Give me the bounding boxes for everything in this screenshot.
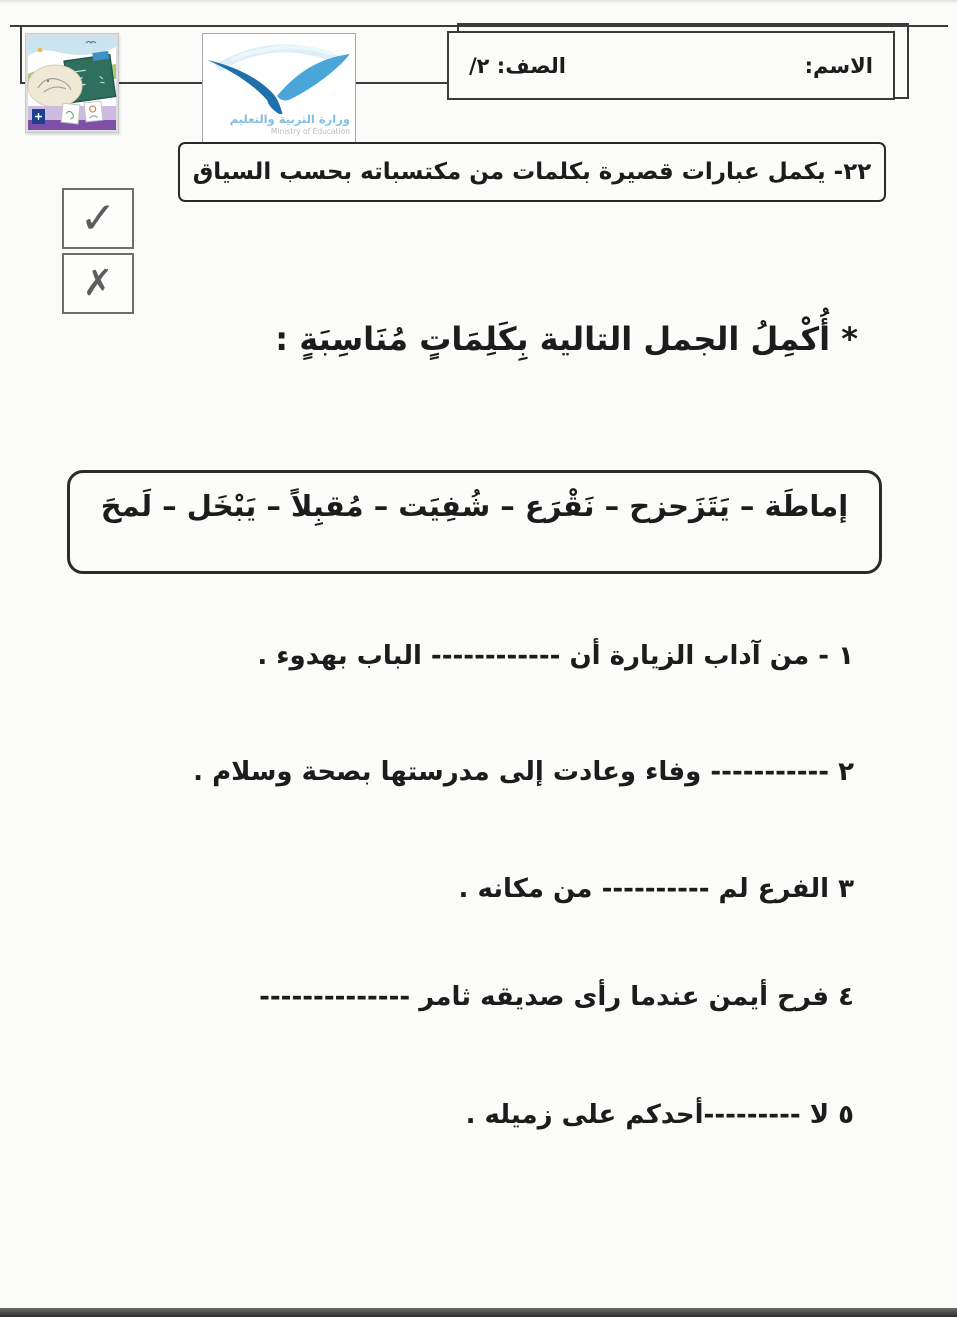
objective-text: ٢٢- يكمل عبارات قصيرة بكلمات من مكتسباته بحسب السياق — [192, 159, 872, 185]
ministry-swoosh-icon — [203, 36, 355, 114]
ministry-logo-english-text: Ministry of Education — [270, 127, 350, 136]
sentence-1: ١ - من آداب الزيارة أن ------------ الباب بهدوء . — [257, 641, 854, 671]
sentence-5: ٥ لا ---------أحدكم على زميله . — [465, 1100, 854, 1130]
ministry-logo — [202, 33, 356, 143]
name-label: الاسم: — [804, 53, 873, 78]
sentence-4: ٤ فرح أيمن عندما رأى صديقه ثامر -------------- — [259, 982, 854, 1012]
check-icon: ✓ — [79, 193, 117, 244]
header-left-rule — [20, 25, 22, 84]
sentence-2: ٢ ----------- وفاء وعادت إلى مدرستها بصحة وسلام . — [193, 757, 854, 787]
ministry-logo-arabic-text: وزارة التربية والتعليم — [229, 112, 350, 126]
page-bottom-edge — [0, 1308, 957, 1317]
cross-icon: ✗ — [82, 263, 114, 304]
correct-checkbox — [62, 188, 134, 249]
word-bank-words: إماطَة – يَتَزَحزح – نَقْرَع – شُفِيَت – مُقبِلاً – يَبْخَل – لَمحَ — [100, 489, 849, 523]
stamp-illustration-icon — [26, 34, 118, 132]
instruction-text: * أُكْمِلُ الجمل التالية بِكَلِمَاتٍ مُنَاسِبَةٍ : — [275, 320, 858, 358]
school-book-stamp-image — [25, 33, 119, 133]
wrong-checkbox — [62, 253, 134, 314]
name-class-box — [447, 31, 895, 100]
sentence-3: ٣ الفرع لم ---------- من مكانه . — [458, 874, 854, 904]
class-label: الصف: ٢/ — [469, 53, 566, 78]
word-bank-box — [67, 470, 882, 574]
objective-box — [178, 142, 886, 202]
